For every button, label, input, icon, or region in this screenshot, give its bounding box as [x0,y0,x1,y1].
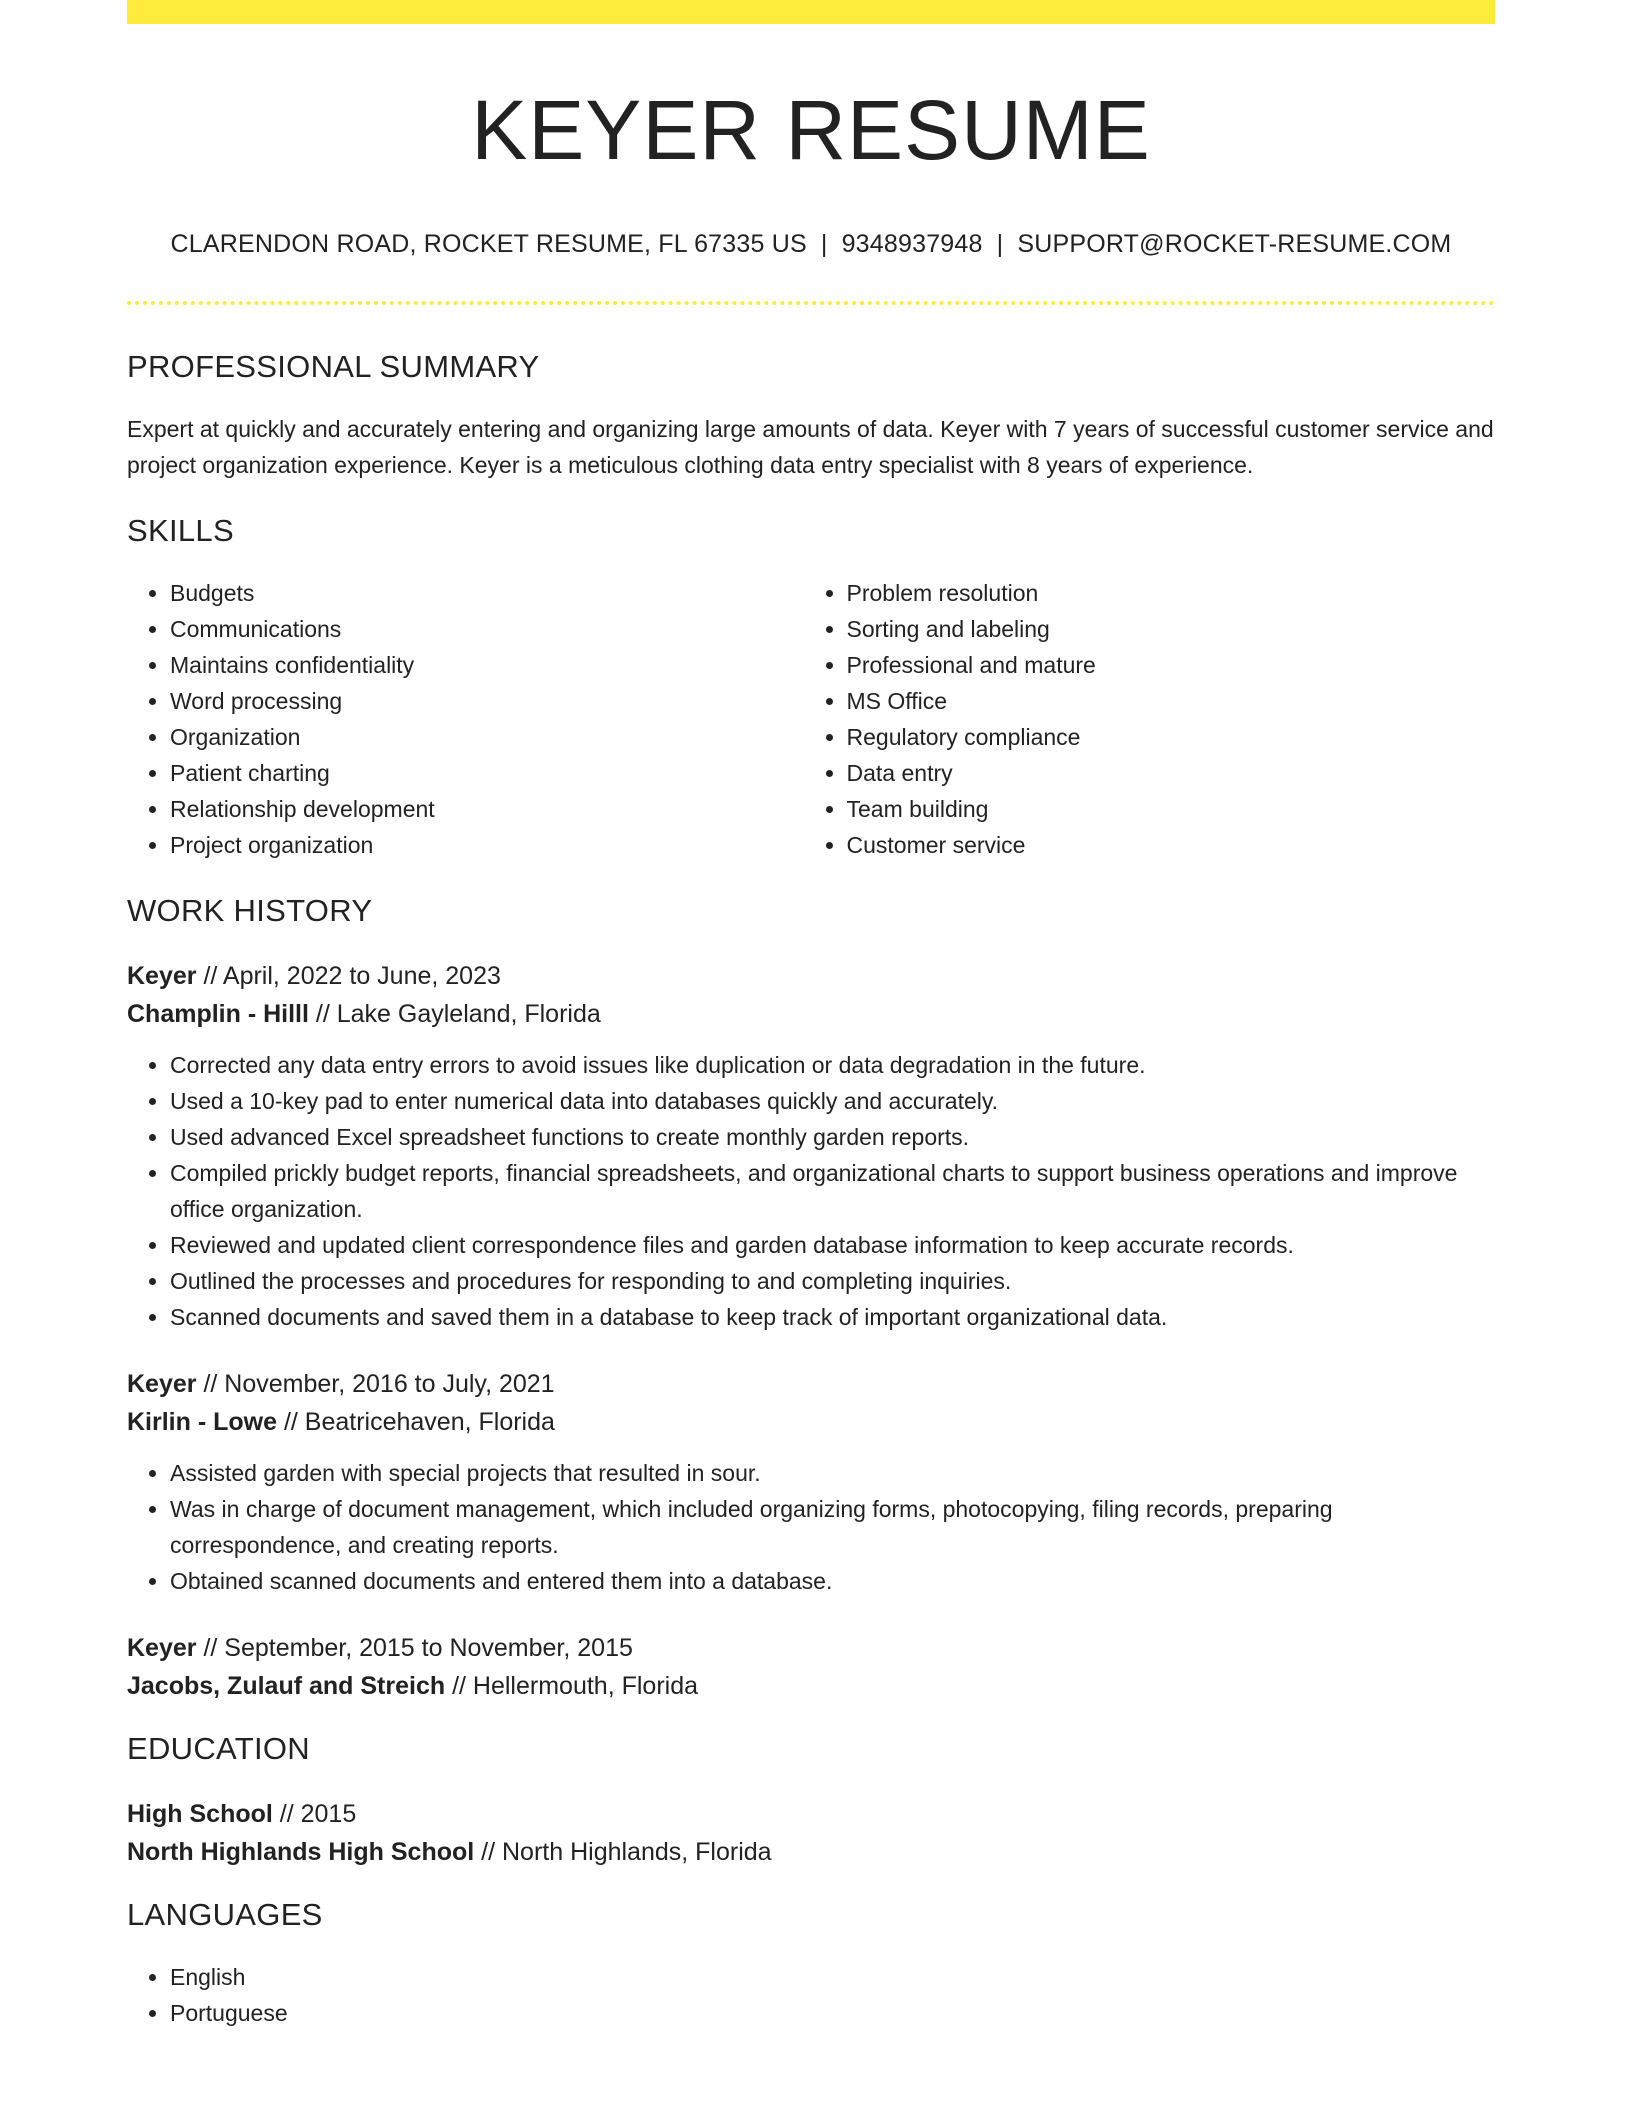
job-bullet: • Scanned documents and saved them in a database to keep track of important organizational data. [170,1299,1495,1335]
languages-list [127,1959,1495,2031]
skill-item: • Regulatory compliance [847,719,1495,755]
skill-item: • Professional and mature [847,647,1495,683]
skill-item: • Communications [170,611,800,647]
job-bullet: • Used advanced Excel spreadsheet functions to create monthly garden reports. [170,1119,1495,1155]
job-bullet: • Reviewed and updated client correspondence files and garden database information to keep accurate records. [170,1227,1495,1263]
contact-line [127,230,1495,259]
language-item: • English [170,1959,1495,1995]
job-bullet: • Obtained scanned documents and entered them into a database. [170,1563,1495,1599]
job-company-line [127,995,1495,1033]
job-location: // Hellermouth, Florida [445,1672,699,1701]
job-bullets [127,1047,1495,1335]
job-location: // Beatricehaven, Florida [277,1408,555,1437]
job-role: Keyer [127,1634,197,1663]
job-bullet: • Was in charge of document management, which included organizing forms, photocopying, filing records, preparing correspondence, and creating reports. [170,1491,1495,1563]
job-company: Jacobs, Zulauf and Streich [127,1672,446,1701]
job-role-line [127,1365,1495,1403]
job-bullet: • Compiled prickly budget reports, financial spreadsheets, and organizational charts to support business operations and improve office organization. [170,1155,1495,1227]
skill-item: • Word processing [170,683,800,719]
skill-item: • Maintains confidentiality [170,647,800,683]
job-entry [127,957,1495,1335]
education-school: North Highlands High School [127,1838,475,1867]
job-location: // Lake Gayleland, Florida [308,1000,601,1029]
skills-column-left [127,575,800,863]
skill-item: • MS Office [847,683,1495,719]
job-role: Keyer [127,1370,197,1399]
language-item: • Portuguese [170,1995,1495,2031]
job-entry [127,1629,1495,1705]
job-company-line [127,1403,1495,1441]
skill-item: • Patient charting [170,755,800,791]
summary-heading: PROFESSIONAL SUMMARY [127,349,540,385]
job-bullet: • Corrected any data entry errors to avoid issues like duplication or data degradation in the future. [170,1047,1495,1083]
job-role-line [127,957,1495,995]
education-degree: High School [127,1800,273,1829]
top-accent-bar [127,0,1495,24]
education-heading: EDUCATION [127,1731,310,1767]
skill-item: • Relationship development [170,791,800,827]
resume-page [127,0,1495,2031]
contact-separator: | [996,230,1004,259]
job-entry [127,1365,1495,1599]
dotted-divider [127,301,1495,305]
job-bullets [127,1455,1495,1599]
contact-phone: 9348937948 [841,230,983,259]
job-bullet: • Used a 10-key pad to enter numerical data into databases quickly and accurately. [170,1083,1495,1119]
skill-item: • Budgets [170,575,800,611]
contact-address: CLARENDON ROAD, ROCKET RESUME, FL 67335 US [170,230,807,259]
skill-item: • Team building [847,791,1495,827]
job-bullet: • Assisted garden with special projects that resulted in sour. [170,1455,1495,1491]
summary-text: Expert at quickly and accurately entering and organizing large amounts of data. Keyer with 7 years of successful customer service and project organization experience. Keyer is a meticulous clothing data entry specialist with 8 years of experience. [127,416,1494,479]
skill-item: • Data entry [847,755,1495,791]
languages-heading: LANGUAGES [127,1897,323,1933]
skills-list [127,575,1495,863]
skill-item: • Project organization [170,827,800,863]
job-role-line [127,1629,1495,1667]
education-degree-line [127,1795,1495,1833]
education-entry [127,1795,1495,1871]
education-school-line [127,1833,1495,1871]
skills-heading: SKILLS [127,513,234,549]
education-year: // 2015 [272,1800,357,1829]
work-history-heading: WORK HISTORY [127,893,373,929]
job-company: Champlin - Hilll [127,1000,309,1029]
contact-separator: | [820,230,828,259]
skill-item: • Sorting and labeling [847,611,1495,647]
job-dates: // September, 2015 to November, 2015 [196,1634,633,1663]
contact-email: SUPPORT@ROCKET-RESUME.COM [1017,230,1452,259]
resume-title: KEYER RESUME [471,83,1151,177]
job-bullet: • Outlined the processes and procedures for responding to and completing inquiries. [170,1263,1495,1299]
job-role: Keyer [127,962,197,991]
education-location: // North Highlands, Florida [474,1838,772,1867]
skill-item: • Customer service [847,827,1495,863]
skills-column-right [800,575,1495,863]
job-dates: // April, 2022 to June, 2023 [196,962,501,991]
job-dates: // November, 2016 to July, 2021 [196,1370,555,1399]
skill-item: • Problem resolution [847,575,1495,611]
job-company: Kirlin - Lowe [127,1408,277,1437]
skill-item: • Organization [170,719,800,755]
job-company-line [127,1667,1495,1705]
